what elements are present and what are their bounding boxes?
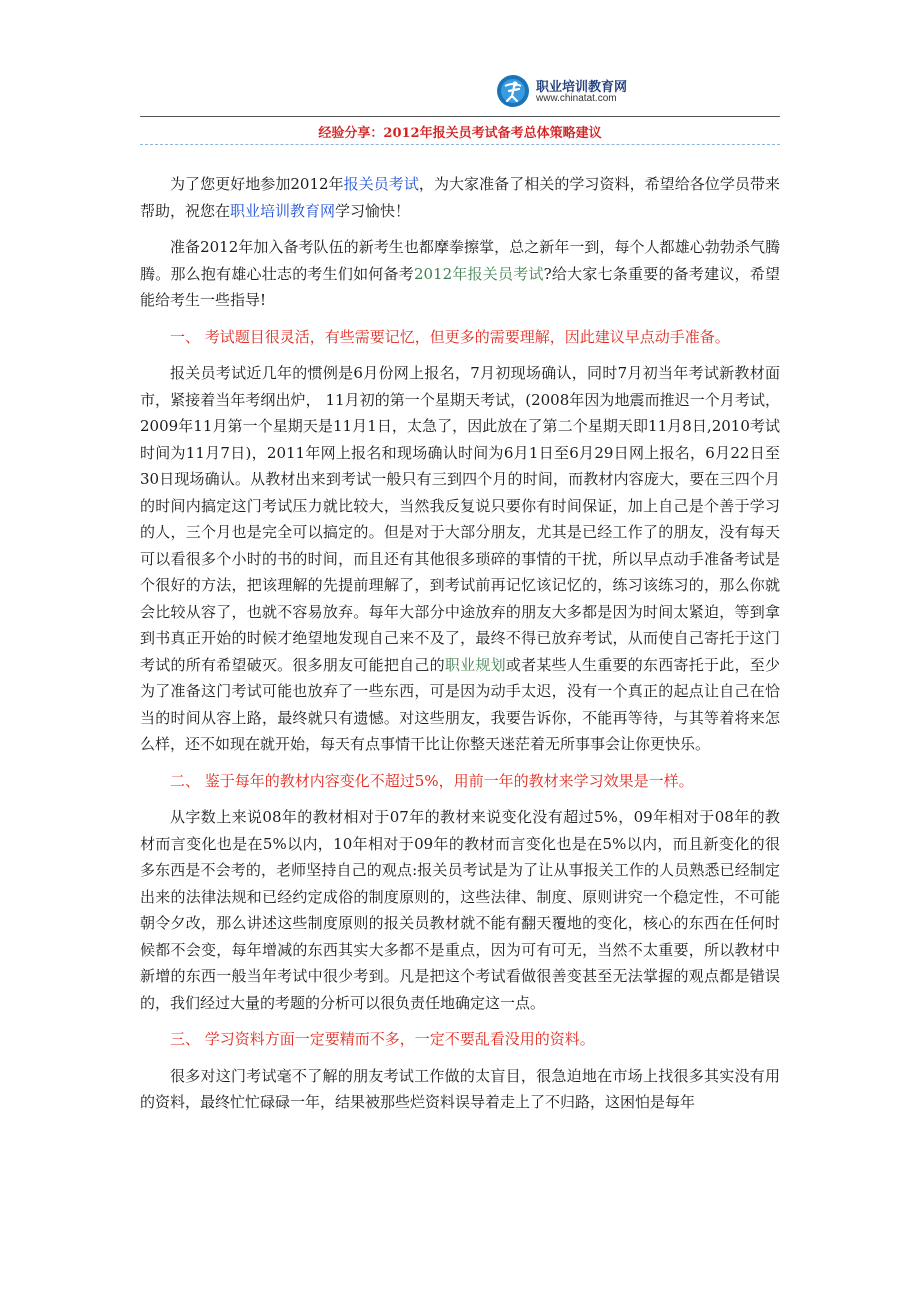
preface-paragraph [140, 234, 780, 314]
intro-text-a: 为了您更好地参加2012年 [170, 175, 344, 193]
section-heading-3: 三、 学习资料方面一定要精而不多，一定不要乱看没用的资料。 [170, 1030, 595, 1048]
title-divider [140, 144, 780, 145]
header-divider [140, 116, 780, 117]
section-3-paragraph: 很多对这门考试毫不了解的朋友考试工作做的太盲目，很急迫地在市场上找很多其实没有用的资料，最终忙忙碌碌一年，结果被那些烂资料误导着走上了不归路，这困怕是每年 [140, 1066, 780, 1111]
section-1-text-a: 报关员考试近几年的惯例是6月份网上报名，7月初现场确认，同时7月初当年考试新教材面市，紧接着当年考纲出炉， 11月初的第一个星期天考试，(2008年因为地震而推迟一个月考试，2009年11月第一个星期天是11月1日，太急了，因此放在了第二个星期天即11月8日,2010考试时间为11月7日)，2011年网上报名和现场确认时间为6月1日至6月29日网上报名，6月22日至30日现场确认。从教材出来到考试一般只有三到四个月的时间，而教材内容庞大，要在三四个月的时间内搞定这门考试压力就比较大，当然我反复说只要你有时间保证，加上自己是个善于学习的人，三个月也是完全可以搞定的。但是对于大部分朋友，尤其是已经工作了的朋友，没有每天可以看很多个小时的书的时间，而且还有其他很多琐碎的事情的干扰，所以早点动手准备考试是个很好的方法，把该理解的先提前理解了，到考试前再记忆该记忆的，练习该练习的，那么你就会比较从容了，也就不容易放弃。每年大部分中途放弃的朋友大多都是因为时间太紧迫，等到拿到书真正开始的时候才绝望地发现自己来不及了，最终不得已放弃考试，从而使自己寄托于这门考试的所有希望破灭。很多朋友可能把自己的 [140, 364, 780, 674]
exam-2012-link[interactable]: 2012年报关员考试 [413, 264, 544, 283]
section-1-text-b: 或者某些人生重要的东西寄托于此，至少为了准备这门考试可能也放弃了一些东西，可是因为动手太迟，没有一个真正的起点让自己在恰当的时间从容上路，最终就只有遗憾。对这些朋友，我要告诉你，不能再等待，与其等着将来怎么样，还不如现在就开始，每天有点事情干比让你整天迷茫着无所事事会让你更快乐。 [140, 655, 780, 753]
intro-text-c: 学习愉快！ [335, 201, 411, 220]
preface-text-b: ?给大家七条重要的备考建议，希望能给考生一些指导! [140, 264, 780, 309]
document-title: 经验分享：2012年报关员考试备考总体策略建议 [318, 126, 602, 141]
section-heading-2: 二、 鉴于每年的教材内容变化不超过5%，用前一年的教材来学习效果是一样。 [170, 771, 694, 790]
site-link[interactable]: 职业培训教育网 [230, 201, 336, 220]
globe-person-icon [496, 74, 530, 108]
article-body [140, 171, 780, 1126]
section-2-paragraph: 从字数上来说08年的教材相对于07年的教材来说变化没有超过5%，09年相对于08年的教材而言变化也是在5%以内，10年相对于09年的教材而言变化也是在5%以内，而且新变化的很多东西是不会考的，老师坚持自己的观点:报关员考试是为了让从事报关工作的人员熟悉已经制定出来的法律法规和已经约定成俗的制度原则的，这些法律、制度、原则讲究一个稳定性，不可能朝令夕改，那么讲述这些制度原则的报关员教材就不能有翻天覆地的变化，核心的东西在任何时候都不会变，每年增减的东西其实大多都不是重点，因为可有可无，当然不太重要，所以教材中新增的东西一般当年考试中很少考到。凡是把这个考试看做很善变甚至无法掌握的观点都是错误的，我们经过大量的考题的分析可以很负责任地确定这一点。 [140, 808, 780, 1012]
career-planning-link[interactable]: 职业规划 [444, 655, 506, 674]
exam-link[interactable]: 报关员考试 [343, 175, 419, 193]
section-heading-1: 一、 考试题目很灵活，有些需要记忆，但更多的需要理解，因此建议早点动手准备。 [170, 327, 730, 346]
site-logo[interactable] [496, 72, 646, 112]
intro-text-b: ，为大家准备了相关的学习资料，希望给各位学员带来帮助，祝您在 [140, 175, 780, 220]
page-header [140, 0, 780, 118]
intro-paragraph [140, 171, 780, 224]
logo-site-name: 职业培训教育网 [536, 80, 628, 95]
logo-site-url: www.chinatat.com [536, 93, 617, 104]
section-1-paragraph [140, 360, 780, 758]
preface-text-a: 准备2012年加入备考队伍的新考生也都摩拳擦掌，总之新年一到，每个人都雄心勃勃杀气腾腾。那么抱有雄心壮志的考生们如何备考 [140, 238, 780, 283]
